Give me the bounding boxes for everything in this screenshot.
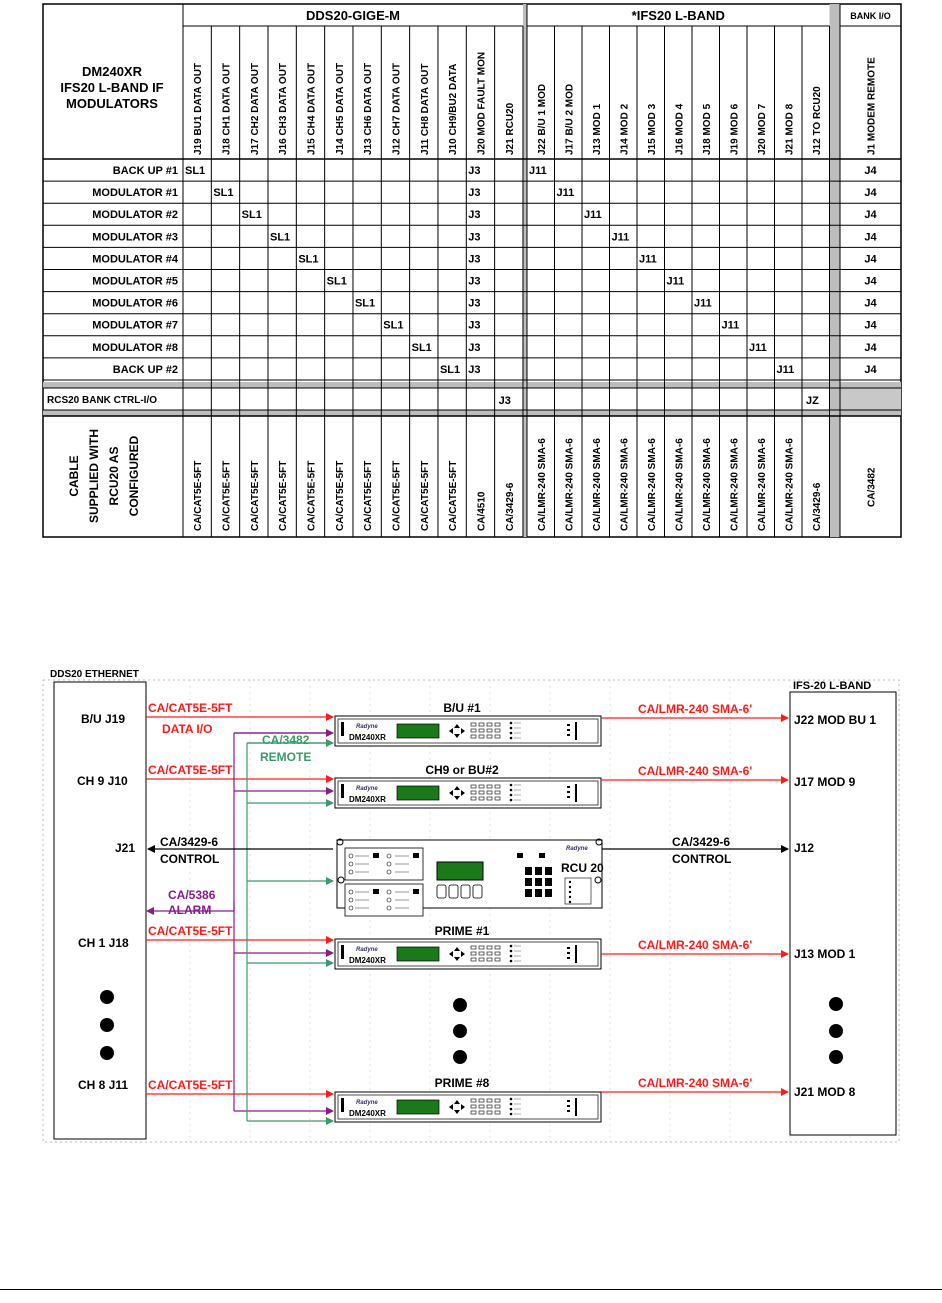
alarm-led bbox=[567, 786, 570, 788]
separator-band bbox=[840, 388, 901, 410]
lmr-label: CA/LMR-240 SMA-6' bbox=[638, 764, 753, 778]
row-label: MODULATOR #6 bbox=[92, 297, 178, 310]
cable-cell: CA/CAT5E-5FT bbox=[363, 460, 375, 531]
cell-value: J4 bbox=[864, 165, 877, 177]
modem-unit bbox=[335, 1092, 601, 1122]
table-border bbox=[43, 4, 901, 537]
right-port-label: J21 MOD 8 bbox=[794, 1085, 856, 1099]
cable-cell: CA/LMR-240 SMA-6 bbox=[591, 438, 603, 531]
left-port-label: B/U J19 bbox=[81, 712, 126, 726]
separator-band bbox=[43, 410, 901, 416]
table-title-line: IFS20 L-BAND IF bbox=[60, 80, 164, 95]
rcu-display bbox=[437, 862, 483, 880]
ellipsis-dot bbox=[100, 1046, 114, 1060]
status-led bbox=[510, 950, 513, 953]
wiring-diagram bbox=[0, 640, 942, 1160]
power-indicator bbox=[341, 722, 344, 736]
row-label: MODULATOR #7 bbox=[92, 319, 178, 332]
cell-value: J11 bbox=[556, 187, 575, 200]
column-header: J12 TO RCU20 bbox=[811, 86, 823, 155]
cable-cell: CA/LMR-240 SMA-6 bbox=[536, 438, 548, 531]
rcu-keypad-key bbox=[525, 889, 532, 897]
cell-value: SL1 bbox=[411, 341, 432, 354]
ellipsis-dot bbox=[829, 1050, 843, 1064]
cell-value: J3 bbox=[468, 165, 481, 177]
rcu-keypad-key bbox=[535, 867, 542, 875]
left-box-title: DDS20 ETHERNET bbox=[50, 669, 139, 680]
rcu-status-led bbox=[569, 896, 571, 898]
dds20-box bbox=[54, 682, 146, 1139]
control-cable-label-right: CA/3429-6 bbox=[672, 835, 731, 849]
status-led bbox=[510, 1103, 513, 1106]
ellipsis-dot bbox=[453, 1024, 467, 1038]
cat5-label: CA/CAT5E-5FT bbox=[148, 924, 233, 938]
rcu-keypad-key bbox=[545, 889, 552, 897]
cable-cell: CA/LMR-240 SMA-6 bbox=[619, 438, 631, 531]
cell-value: J4 bbox=[864, 341, 877, 354]
left-port-label: CH 1 J18 bbox=[78, 936, 129, 950]
separator-band bbox=[523, 4, 527, 537]
status-led bbox=[510, 1108, 513, 1111]
row-label: MODULATOR #3 bbox=[92, 231, 178, 244]
column-header: J16 CH3 DATA OUT bbox=[278, 62, 290, 155]
cable-label-line: CONFIGURED bbox=[127, 435, 141, 517]
cell-value: J3 bbox=[468, 209, 481, 222]
alarm-led bbox=[567, 1110, 570, 1112]
column-header: J15 MOD 3 bbox=[646, 103, 658, 155]
separator-band bbox=[43, 382, 901, 388]
modem-title: PRIME #8 bbox=[434, 1076, 490, 1090]
column-header: J14 CH5 DATA OUT bbox=[334, 62, 346, 155]
cell-value: J11 bbox=[749, 341, 767, 354]
cell-value: SL1 bbox=[185, 165, 206, 177]
modem-display bbox=[397, 786, 439, 800]
separator-band bbox=[830, 4, 841, 537]
data-io-label: DATA I/O bbox=[162, 722, 213, 736]
column-header: J20 MOD FAULT MON bbox=[476, 51, 488, 155]
table-title-line: MODULATORS bbox=[66, 96, 158, 111]
left-port-label: CH 9 J10 bbox=[77, 774, 128, 788]
rcu-keypad-key bbox=[545, 867, 552, 875]
cable-cell: CA/CAT5E-5FT bbox=[419, 460, 431, 531]
cable-cell: CA/CAT5E-5FT bbox=[193, 460, 205, 531]
modem-brand: Radyne bbox=[356, 724, 378, 730]
connection-matrix bbox=[0, 0, 942, 545]
cell-value: J11 bbox=[529, 165, 547, 177]
module-switch bbox=[373, 889, 379, 894]
cable-cell: CA/4510 bbox=[476, 491, 488, 531]
rcu-status-led bbox=[569, 901, 571, 903]
cell-value: SL1 bbox=[213, 187, 234, 200]
power-indicator bbox=[341, 1098, 344, 1112]
column-header: J15 CH4 DATA OUT bbox=[306, 62, 318, 155]
alarm-led bbox=[567, 791, 570, 793]
table-title-line: DM240XR bbox=[82, 64, 142, 79]
right-port-label: J22 MOD BU 1 bbox=[794, 713, 877, 727]
rcu20-unit bbox=[337, 839, 604, 916]
status-led bbox=[510, 784, 513, 787]
ellipsis-dot bbox=[829, 997, 843, 1011]
modem-display bbox=[397, 947, 439, 961]
lmr-label: CA/LMR-240 SMA-6' bbox=[638, 1076, 753, 1090]
cell-value: SL1 bbox=[298, 253, 319, 266]
rcu-softkey bbox=[437, 885, 446, 898]
left-port-label: J21 bbox=[115, 841, 136, 855]
cell-value: SL1 bbox=[326, 275, 347, 288]
ellipsis-dot bbox=[453, 998, 467, 1012]
modem-model: DM240XR bbox=[349, 733, 386, 742]
cell-value: J3 bbox=[468, 231, 481, 244]
rcu-keypad-key bbox=[545, 878, 552, 886]
cable-cell: CA/LMR-240 SMA-6 bbox=[756, 438, 768, 531]
column-header: J16 MOD 4 bbox=[674, 103, 686, 155]
cable-cell: CA/CAT5E-5FT bbox=[306, 460, 318, 531]
right-port-label: J13 MOD 1 bbox=[794, 947, 856, 961]
right-port-label: J17 MOD 9 bbox=[794, 775, 856, 789]
cell-value: SL1 bbox=[439, 363, 461, 376]
status-led bbox=[510, 1113, 513, 1116]
cell-value: J3 bbox=[498, 395, 511, 407]
status-led bbox=[510, 955, 513, 958]
cell-value: J4 bbox=[864, 231, 877, 244]
cell-value: J4 bbox=[864, 275, 877, 288]
power-indicator bbox=[341, 945, 344, 959]
cell-value: J4 bbox=[864, 297, 877, 310]
cell-value: J4 bbox=[864, 209, 877, 222]
cat5-label: CA/CAT5E-5FT bbox=[148, 1078, 233, 1092]
cell-value: J11 bbox=[721, 319, 740, 332]
cell-value: SL1 bbox=[383, 319, 404, 332]
cell-value: J11 bbox=[584, 209, 602, 222]
cable-cell: CA/3429-6 bbox=[504, 482, 516, 531]
status-led bbox=[510, 960, 513, 963]
cable-cell: CA/CAT5E-5FT bbox=[249, 460, 261, 531]
cable-cell: CA/3482 bbox=[866, 467, 878, 507]
cell-value: J11 bbox=[776, 363, 795, 376]
row-label: BACK UP #1 bbox=[112, 165, 178, 177]
row-label: BACK UP #2 bbox=[112, 363, 178, 376]
status-led bbox=[510, 945, 513, 948]
ellipsis-dot bbox=[453, 1050, 467, 1064]
rcu-status-led bbox=[569, 886, 571, 888]
rcu-keypad-key bbox=[535, 878, 542, 886]
ellipsis-dot bbox=[100, 990, 114, 1004]
status-led bbox=[510, 799, 513, 802]
status-led bbox=[510, 794, 513, 797]
row-label: MODULATOR #2 bbox=[92, 209, 178, 222]
alarm-cable-label: CA/5386 bbox=[168, 888, 216, 902]
group-header-bank: BANK I/O bbox=[850, 11, 891, 21]
column-header: J12 CH7 DATA OUT bbox=[391, 62, 403, 155]
remote-label: REMOTE bbox=[260, 750, 312, 764]
rcu-status-led bbox=[569, 881, 571, 883]
cell-value: SL1 bbox=[269, 231, 291, 244]
module-switch bbox=[413, 889, 419, 894]
alarm-led bbox=[567, 724, 570, 726]
column-header: J22 B/U 1 MOD bbox=[536, 83, 548, 155]
alarm-led bbox=[567, 796, 570, 798]
modem-unit bbox=[335, 939, 601, 969]
cell-value: J3 bbox=[468, 187, 481, 200]
rcu-led bbox=[539, 853, 545, 858]
cable-cell: CA/CAT5E-5FT bbox=[391, 460, 403, 531]
handle bbox=[575, 722, 577, 740]
cable-cell: CA/LMR-240 SMA-6 bbox=[729, 438, 741, 531]
cable-cell: CA/CAT5E-5FT bbox=[278, 460, 290, 531]
lmr-label: CA/LMR-240 SMA-6' bbox=[638, 702, 753, 716]
status-led bbox=[510, 732, 513, 735]
column-header: J11 CH8 DATA OUT bbox=[419, 63, 431, 155]
rcu-keypad-key bbox=[525, 878, 532, 886]
cable-label-line: CABLE bbox=[67, 455, 81, 497]
cable-cell: CA/CAT5E-5FT bbox=[221, 460, 233, 531]
handle bbox=[575, 945, 577, 963]
modem-brand: Radyne bbox=[356, 947, 378, 953]
modem-unit bbox=[335, 778, 601, 808]
rcs-row-label: RCS20 BANK CTRL-I/O bbox=[47, 395, 158, 406]
cell-value: J11 bbox=[694, 297, 712, 310]
alarm-led bbox=[567, 734, 570, 736]
power-indicator bbox=[341, 784, 344, 798]
row-label: MODULATOR #1 bbox=[92, 187, 178, 200]
cell-value: SL1 bbox=[354, 297, 376, 310]
column-header: J17 B/U 2 MOD bbox=[564, 83, 576, 155]
modem-display bbox=[397, 724, 439, 738]
column-header: J13 MOD 1 bbox=[591, 103, 603, 155]
cell-value: J4 bbox=[864, 187, 877, 200]
rcu-keypad-key bbox=[535, 889, 542, 897]
column-header: J21 MOD 8 bbox=[784, 103, 796, 155]
column-header: J13 CH6 DATA OUT bbox=[363, 62, 375, 155]
cell-value: J3 bbox=[468, 275, 481, 288]
modem-model: DM240XR bbox=[349, 795, 386, 804]
cell-value: J11 bbox=[666, 275, 685, 288]
alarm-led bbox=[567, 729, 570, 731]
cell-value: SL1 bbox=[241, 209, 262, 222]
column-header: J19 BU1 DATA OUT bbox=[193, 62, 205, 155]
status-led bbox=[510, 737, 513, 740]
status-led bbox=[510, 727, 513, 730]
modem-title: CH9 or BU#2 bbox=[425, 763, 499, 777]
modem-unit bbox=[335, 716, 601, 746]
cable-cell: CA/3429-6 bbox=[811, 482, 823, 531]
cat5-label: CA/CAT5E-5FT bbox=[148, 763, 233, 777]
modem-brand: Radyne bbox=[356, 786, 378, 792]
status-led bbox=[510, 789, 513, 792]
alarm-led bbox=[567, 952, 570, 954]
cable-cell: CA/CAT5E-5FT bbox=[448, 460, 460, 531]
cable-label-line: SUPPLIED WITH bbox=[87, 428, 101, 524]
rcu-keypad-key bbox=[525, 867, 532, 875]
alarm-led bbox=[567, 1105, 570, 1107]
cable-cell: CA/LMR-240 SMA-6 bbox=[646, 438, 658, 531]
cable-cell: CA/LMR-240 SMA-6 bbox=[701, 438, 713, 531]
rcu-led bbox=[517, 853, 523, 858]
status-led bbox=[510, 1098, 513, 1101]
cable-cell: CA/CAT5E-5FT bbox=[334, 460, 346, 531]
cable-cell: CA/LMR-240 SMA-6 bbox=[674, 438, 686, 531]
left-port-label: CH 8 J11 bbox=[78, 1078, 129, 1092]
rcu-brand: Radyne bbox=[566, 846, 588, 852]
column-header: J10 CH9/BU2 DATA bbox=[448, 63, 460, 155]
control-label-left: CONTROL bbox=[160, 852, 220, 866]
handle bbox=[575, 1098, 577, 1116]
module-switch bbox=[413, 853, 419, 858]
modem-title: PRIME #1 bbox=[434, 924, 490, 938]
group-header-ifs: *IFS20 L-BAND bbox=[631, 8, 725, 23]
rcu-softkey bbox=[449, 885, 458, 898]
rcu-softkey bbox=[473, 885, 482, 898]
lmr-label: CA/LMR-240 SMA-6' bbox=[638, 938, 753, 952]
cell-value: J3 bbox=[468, 253, 481, 266]
modem-model: DM240XR bbox=[349, 1109, 386, 1118]
cat5-label: CA/CAT5E-5FT bbox=[148, 701, 233, 715]
row-label: MODULATOR #8 bbox=[92, 341, 178, 354]
right-box-title: IFS-20 L-BAND bbox=[793, 680, 872, 692]
alarm-led bbox=[567, 957, 570, 959]
column-header: J19 MOD 6 bbox=[729, 103, 741, 155]
rcu-softkey bbox=[461, 885, 470, 898]
cell-value: J11 bbox=[639, 253, 657, 266]
cable-cell: CA/LMR-240 SMA-6 bbox=[784, 438, 796, 531]
modem-model: DM240XR bbox=[349, 956, 386, 965]
row-label: MODULATOR #5 bbox=[92, 275, 178, 288]
ellipsis-dot bbox=[829, 1024, 843, 1038]
cable-cell: CA/LMR-240 SMA-6 bbox=[564, 438, 576, 531]
control-cable-label-left: CA/3429-6 bbox=[160, 835, 219, 849]
cell-value: J4 bbox=[864, 253, 877, 266]
right-port-label: J12 bbox=[794, 841, 815, 855]
cell-value: J11 bbox=[611, 231, 630, 244]
cell-value: J3 bbox=[468, 363, 481, 376]
cable-label-line: RCU20 AS bbox=[107, 446, 121, 506]
ifs20-box bbox=[790, 692, 896, 1135]
column-header: J20 MOD 7 bbox=[756, 103, 768, 155]
control-label-right: CONTROL bbox=[672, 852, 732, 866]
rcu-status-led bbox=[569, 891, 571, 893]
cell-value: J4 bbox=[864, 363, 877, 376]
footer-rule bbox=[0, 1289, 942, 1290]
alarm-label: ALARM bbox=[168, 903, 212, 917]
column-header: J14 MOD 2 bbox=[619, 103, 631, 155]
ellipsis-dot bbox=[100, 1018, 114, 1032]
alarm-led bbox=[567, 1100, 570, 1102]
modem-title: B/U #1 bbox=[443, 701, 481, 715]
cell-value: J4 bbox=[864, 319, 877, 332]
module-switch bbox=[373, 853, 379, 858]
handle bbox=[575, 784, 577, 802]
column-header: J18 CH1 DATA OUT bbox=[221, 62, 233, 155]
alarm-led bbox=[567, 947, 570, 949]
column-header: J18 MOD 5 bbox=[701, 103, 713, 155]
remote-cable-label: CA/3482 bbox=[262, 733, 310, 747]
cell-value: J3 bbox=[468, 297, 481, 310]
column-header: J17 CH2 DATA OUT bbox=[249, 62, 261, 155]
rcu-label: RCU 20 bbox=[561, 861, 604, 875]
row-label: MODULATOR #4 bbox=[92, 253, 178, 266]
column-header: J1 MODEM REMOTE bbox=[866, 57, 878, 155]
cell-value: J3 bbox=[468, 319, 481, 332]
column-header: J21 RCU20 bbox=[504, 102, 516, 155]
group-header-dds: DDS20-GIGE-M bbox=[306, 8, 400, 23]
modem-display bbox=[397, 1100, 439, 1114]
status-led bbox=[510, 722, 513, 725]
modem-brand: Radyne bbox=[356, 1100, 378, 1106]
cell-value: JZ bbox=[806, 395, 819, 407]
cell-value: J3 bbox=[468, 341, 481, 354]
